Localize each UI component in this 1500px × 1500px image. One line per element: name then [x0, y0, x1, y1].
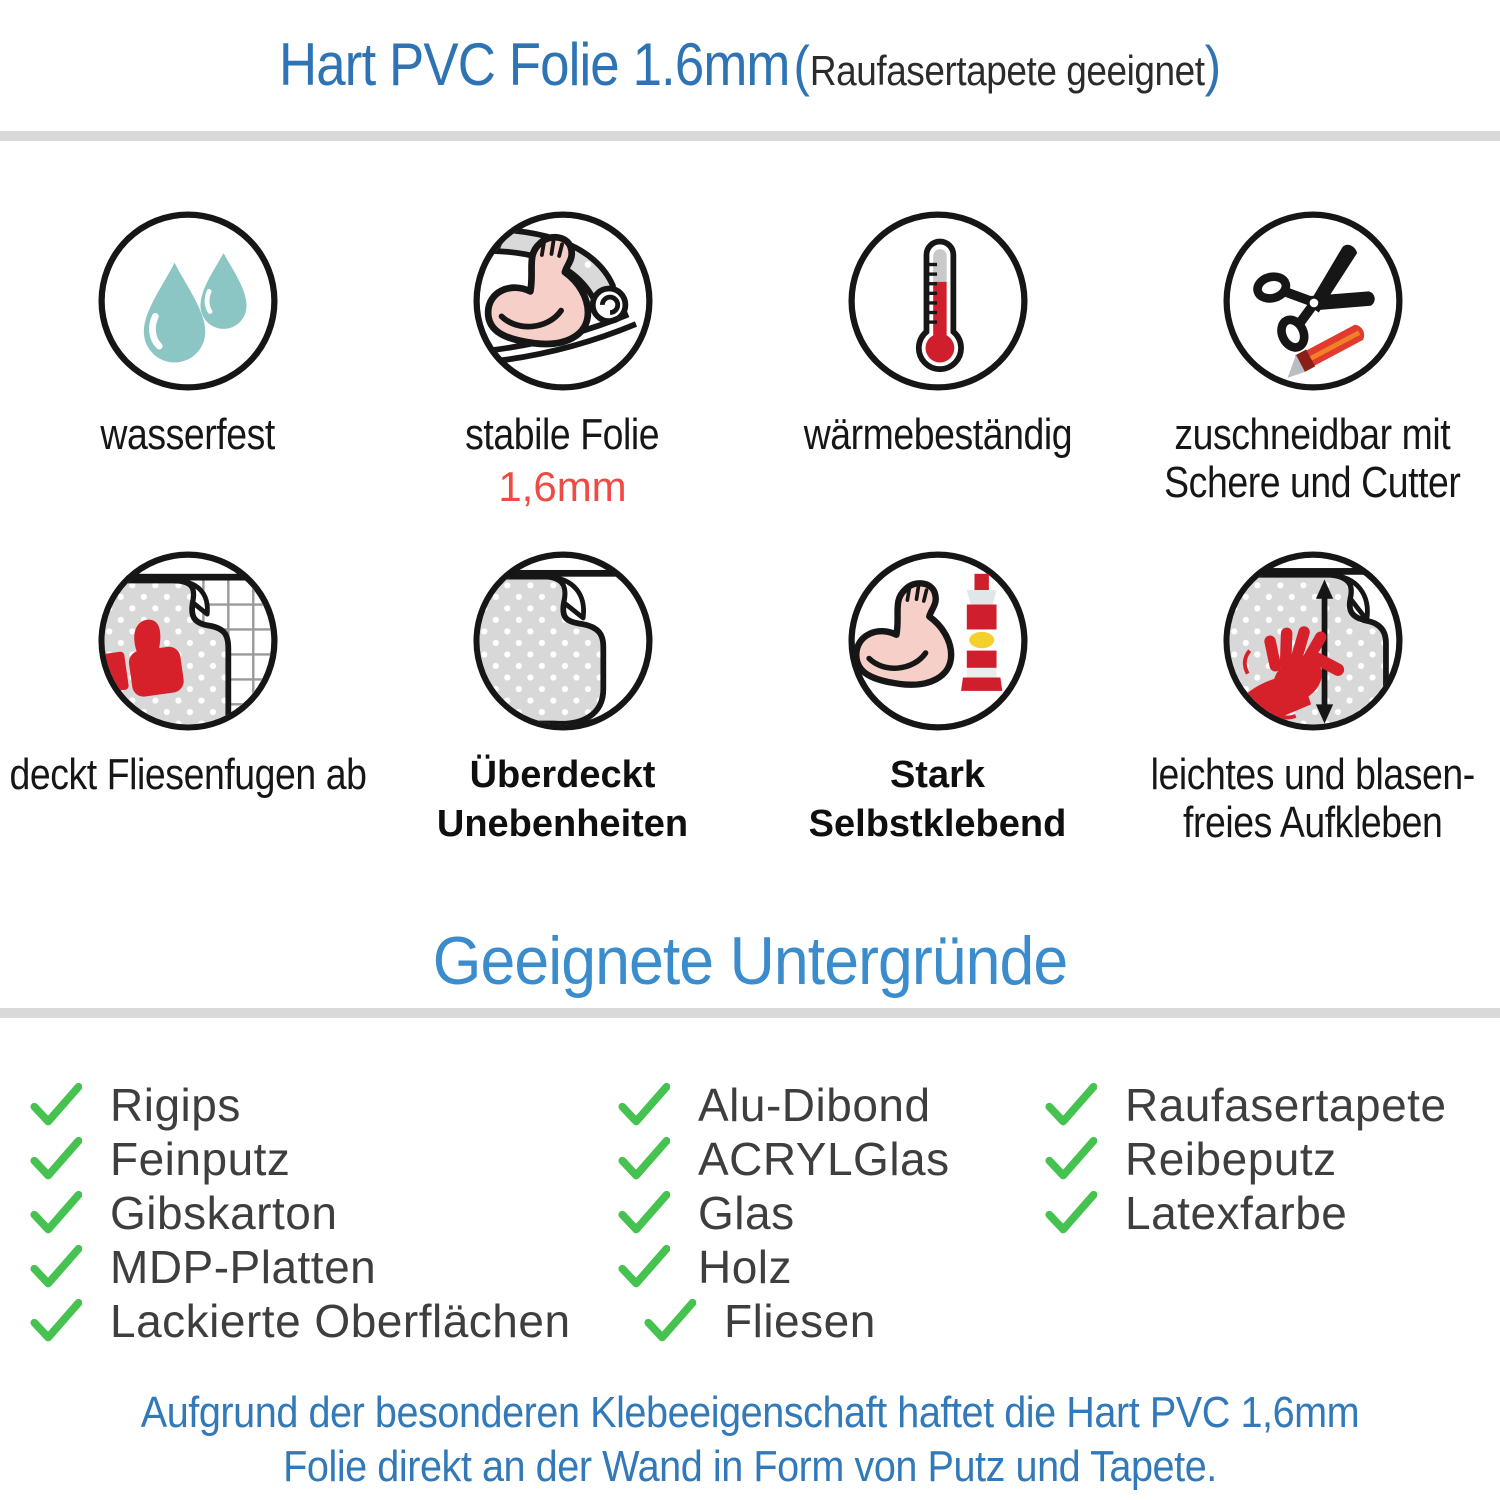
feature-label: wärmebeständig	[803, 410, 1072, 459]
surface-item: Feinputz	[30, 1132, 571, 1186]
surface-item: Raufasertapete	[1045, 1078, 1447, 1132]
feature-label: deckt Fliesenfugen ab	[9, 750, 367, 799]
title-paren-close: )	[1204, 34, 1221, 97]
check-icon	[30, 1245, 82, 1289]
feature-fliesenfugen	[0, 545, 375, 850]
section-title: Geeignete Untergründe	[432, 923, 1068, 999]
title-text: Hart PVC Folie 1.6mm	[279, 31, 790, 98]
surface-item: Alu-Dibond	[618, 1078, 950, 1132]
surface-item: Fliesen	[644, 1294, 950, 1348]
tile-joints-icon	[92, 545, 284, 737]
feature-selbstklebend	[750, 545, 1125, 850]
surface-list-1	[30, 1078, 571, 1348]
page-title	[90, 30, 1410, 99]
surface-item: ACRYLGlas	[618, 1132, 950, 1186]
feature-unebenheiten	[375, 545, 750, 850]
surface-item: Reibeputz	[1045, 1132, 1447, 1186]
feature-grid	[0, 205, 1500, 850]
scissors-cutter-icon	[1217, 205, 1409, 397]
check-icon	[618, 1137, 670, 1181]
check-icon	[30, 1083, 82, 1127]
surface-item: Latexfarbe	[1045, 1186, 1447, 1240]
title-paren-open: (	[793, 34, 810, 97]
surface-item: Lackierte Oberflächen	[30, 1294, 571, 1348]
feature-aufkleben	[1125, 545, 1500, 850]
water-drops-icon	[92, 205, 284, 397]
feature-label: Überdeckt Unebenheiten	[436, 754, 689, 846]
check-icon	[1045, 1137, 1097, 1181]
divider-top	[0, 131, 1500, 141]
surface-item: Holz	[618, 1240, 950, 1294]
check-icon	[30, 1299, 82, 1343]
title-note: Raufasertapete geeignet	[809, 47, 1205, 94]
check-icon	[644, 1299, 696, 1343]
surface-list-2	[618, 1078, 950, 1348]
surface-item: MDP-Platten	[30, 1240, 571, 1294]
check-icon	[618, 1191, 670, 1235]
check-icon	[618, 1083, 670, 1127]
feature-stabile-folie	[375, 205, 750, 545]
footer-line-1: Aufgrund der besonderen Klebeeigenschaft haftet die Hart PVC 1,6mm	[140, 1388, 1360, 1437]
divider-mid	[0, 1008, 1500, 1018]
surface-item: Gibskarton	[30, 1186, 571, 1240]
feature-wasserfest	[0, 205, 375, 545]
feature-label: wasserfest	[100, 410, 275, 459]
bubble-free-icon	[1217, 545, 1409, 737]
feature-label: Stark Selbstklebend	[808, 754, 1067, 846]
strong-adhesive-icon	[842, 545, 1034, 737]
check-icon	[1045, 1191, 1097, 1235]
glue-tube	[961, 574, 1002, 691]
check-icon	[1045, 1083, 1097, 1127]
check-icon	[30, 1137, 82, 1181]
covers-unevenness-icon	[467, 545, 659, 737]
feature-label: leichtes und blasen- freies Aufkleben	[1150, 750, 1475, 848]
footer-note	[75, 1386, 1425, 1493]
footer-line-2: Folie direkt an der Wand in Form von Putz und Tapete.	[283, 1441, 1217, 1491]
thermometer-icon	[842, 205, 1034, 397]
surface-list-3	[1045, 1078, 1447, 1240]
surface-item: Rigips	[30, 1078, 571, 1132]
feature-thickness-label: 1,6mm	[498, 463, 627, 511]
check-icon	[618, 1245, 670, 1289]
feature-label: stabile Folie	[465, 410, 660, 459]
check-icon	[30, 1191, 82, 1235]
feature-zuschneidbar	[1125, 205, 1500, 545]
strong-film-icon	[467, 205, 659, 397]
feature-label: zuschneidbar mit Schere und Cutter	[1164, 410, 1461, 508]
surface-item: Glas	[618, 1186, 950, 1240]
feature-waermebestaendig	[750, 205, 1125, 545]
